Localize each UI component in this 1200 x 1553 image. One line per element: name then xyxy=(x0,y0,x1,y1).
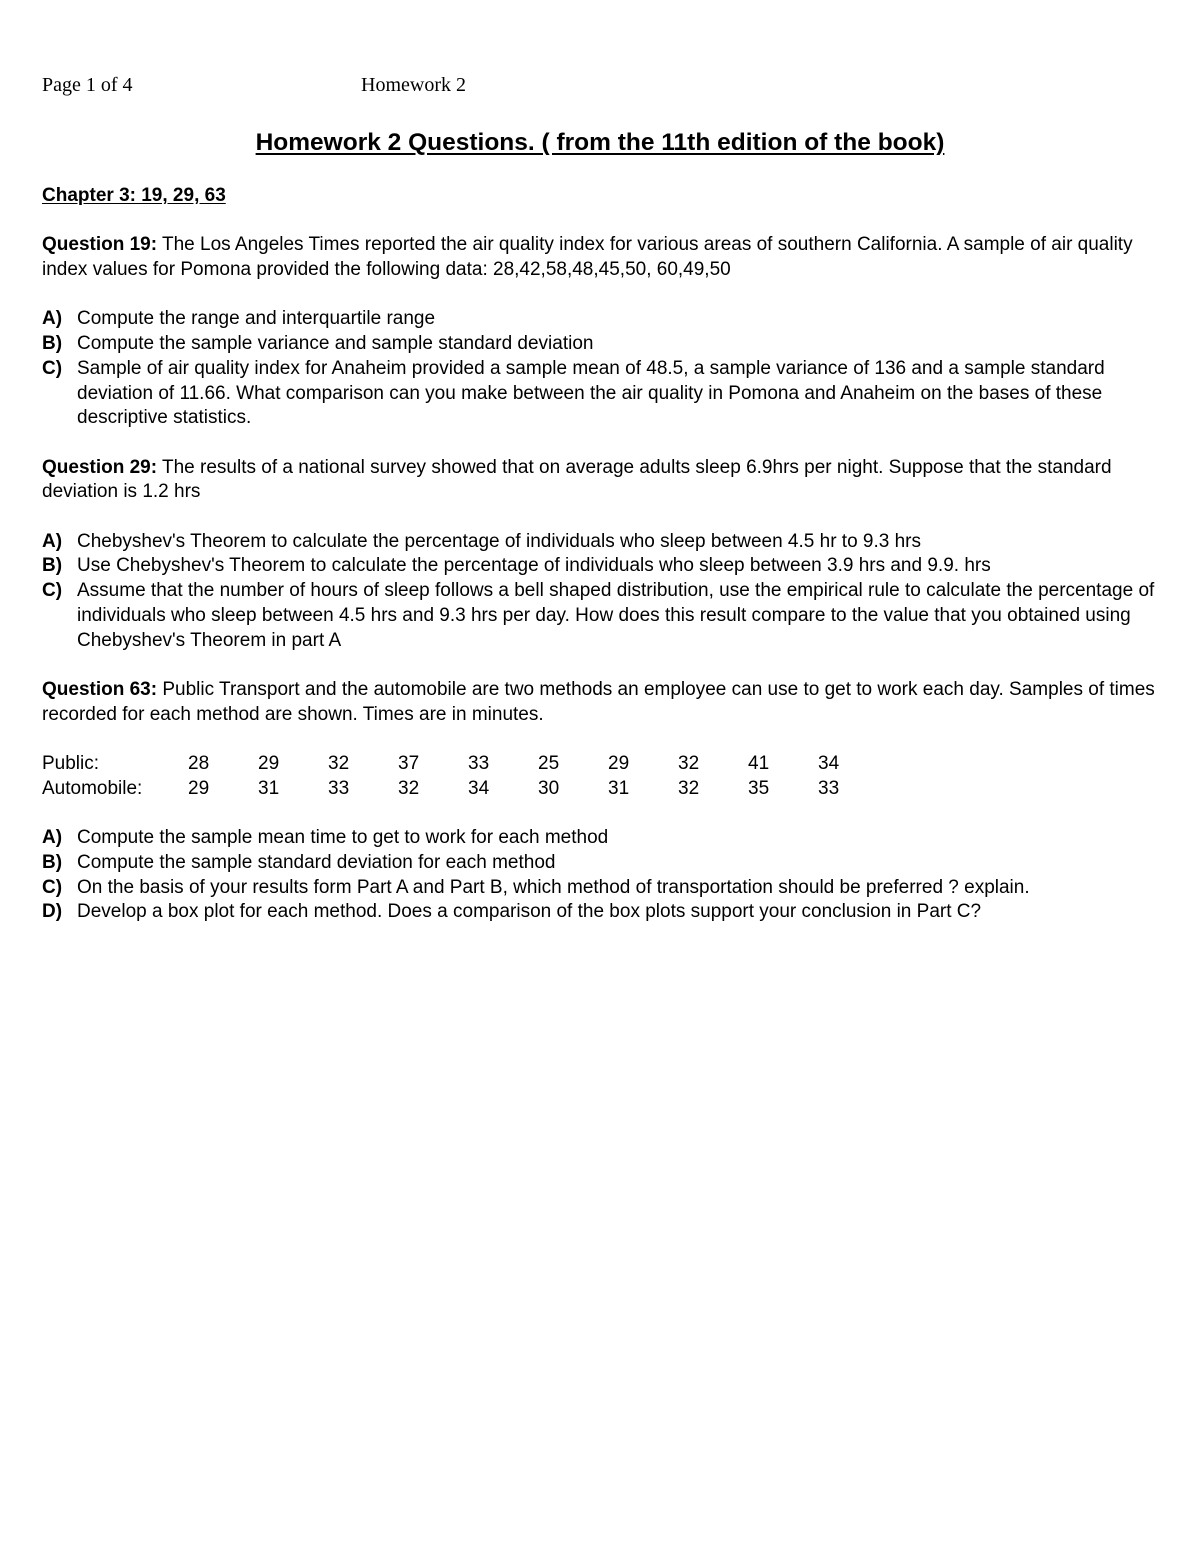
document-name: Homework 2 xyxy=(361,74,466,96)
part-letter: A) xyxy=(42,827,63,849)
question-part xyxy=(42,826,1167,851)
travel-times-table xyxy=(42,752,888,801)
part-letter: B) xyxy=(42,555,63,577)
row-label: Automobile: xyxy=(42,777,143,799)
table-cell: 31 xyxy=(258,777,280,799)
part-text: Compute the sample mean time to get to work for each method xyxy=(77,827,609,849)
question-label: Question 29: xyxy=(42,456,158,478)
part-text: Assume that the number of hours of sleep follows a bell shaped distribution, use the empirical rule to calculate the percentage of individuals who sleep between 4.5 hrs and 9.3 hrs per day. How does this result compare to the value that you obtained using Chebyshev's Theorem in part A xyxy=(77,580,1155,651)
part-letter: B) xyxy=(42,333,63,355)
part-letter: B) xyxy=(42,851,63,873)
question-parts xyxy=(42,826,1167,925)
page-header xyxy=(42,72,842,98)
question-19 xyxy=(42,233,1167,431)
part-letter: D) xyxy=(42,901,63,923)
question-label: Question 19: xyxy=(42,234,158,256)
page-number: Page 1 of 4 xyxy=(42,74,133,96)
chapter-heading: Chapter 3: 19, 29, 63 xyxy=(42,185,226,206)
table-cell: 41 xyxy=(748,753,770,775)
table-cell: 29 xyxy=(608,753,630,775)
part-text: Use Chebyshev's Theorem to calculate the percentage of individuals who sleep between 3.9 hrs and 9.9. hrs xyxy=(77,555,991,577)
question-part xyxy=(42,307,1167,332)
table-cell: 31 xyxy=(608,777,630,799)
part-letter: A) xyxy=(42,530,63,552)
table-cell: 34 xyxy=(468,777,490,799)
question-parts xyxy=(42,530,1167,654)
table-cell: 32 xyxy=(328,753,350,775)
part-letter: C) xyxy=(42,580,63,602)
question-parts xyxy=(42,307,1167,431)
question-text: The results of a national survey showed that on average adults sleep 6.9hrs per night. Suppose that the standard deviation is 1.2 hrs xyxy=(42,456,1112,503)
question-part xyxy=(42,900,1167,925)
part-letter: C) xyxy=(42,357,63,379)
table-cell: 29 xyxy=(188,777,210,799)
question-29 xyxy=(42,456,1167,654)
question-part xyxy=(42,332,1167,357)
table-cell: 32 xyxy=(678,777,700,799)
question-text: Public Transport and the automobile are two methods an employee can use to get to work each day. Samples of times recorded for each method are shown. Times are in minutes. xyxy=(42,678,1155,725)
part-letter: A) xyxy=(42,308,63,330)
part-text: On the basis of your results form Part A and Part B, which method of transportation should be preferred ? explain. xyxy=(77,876,1030,898)
table-cell: 29 xyxy=(258,753,280,775)
question-part xyxy=(42,530,1167,555)
table-cell: 34 xyxy=(818,753,840,775)
question-intro xyxy=(42,456,1167,505)
question-part xyxy=(42,579,1167,653)
question-intro xyxy=(42,233,1167,282)
table-cell: 33 xyxy=(328,777,350,799)
part-letter: C) xyxy=(42,876,63,898)
table-row xyxy=(42,777,888,802)
table-cell: 30 xyxy=(538,777,560,799)
page-title: Homework 2 Questions. ( from the 11th edition of the book) xyxy=(255,129,945,156)
question-intro xyxy=(42,678,1167,727)
table-cell: 32 xyxy=(398,777,420,799)
table-cell: 33 xyxy=(468,753,490,775)
question-part xyxy=(42,876,1167,901)
document-body xyxy=(42,184,1167,925)
table-cell: 33 xyxy=(818,777,840,799)
question-text: The Los Angeles Times reported the air quality index for various areas of southern California. A sample of air quality index values for Pomona provided the following data: 28,42,58,48,45,50, 60,49,50 xyxy=(42,234,1133,281)
part-text: Compute the sample standard deviation for each method xyxy=(77,851,556,873)
part-text: Chebyshev's Theorem to calculate the percentage of individuals who sleep between 4.5 hr to 9.3 hrs xyxy=(77,530,922,552)
table-cell: 28 xyxy=(188,753,210,775)
part-text: Develop a box plot for each method. Does a comparison of the box plots support your conclusion in Part C? xyxy=(77,901,982,923)
table-cell: 25 xyxy=(538,753,560,775)
table-cell: 35 xyxy=(748,777,770,799)
question-part xyxy=(42,357,1167,431)
part-text: Compute the range and interquartile range xyxy=(77,308,436,330)
question-63 xyxy=(42,678,1167,925)
table-row xyxy=(42,752,888,777)
part-text: Compute the sample variance and sample standard deviation xyxy=(77,333,594,355)
table-cell: 37 xyxy=(398,753,420,775)
question-part xyxy=(42,554,1167,579)
row-label: Public: xyxy=(42,753,100,775)
question-label: Question 63: xyxy=(42,678,158,700)
part-text: Sample of air quality index for Anaheim provided a sample mean of 48.5, a sample variance of 136 and a sample standard deviation of 11.66. What comparison can you make between the air quality in Pomona and Anaheim on the bases of these descriptive statistics. xyxy=(77,357,1105,429)
table-cell: 32 xyxy=(678,753,700,775)
question-part xyxy=(42,851,1167,876)
